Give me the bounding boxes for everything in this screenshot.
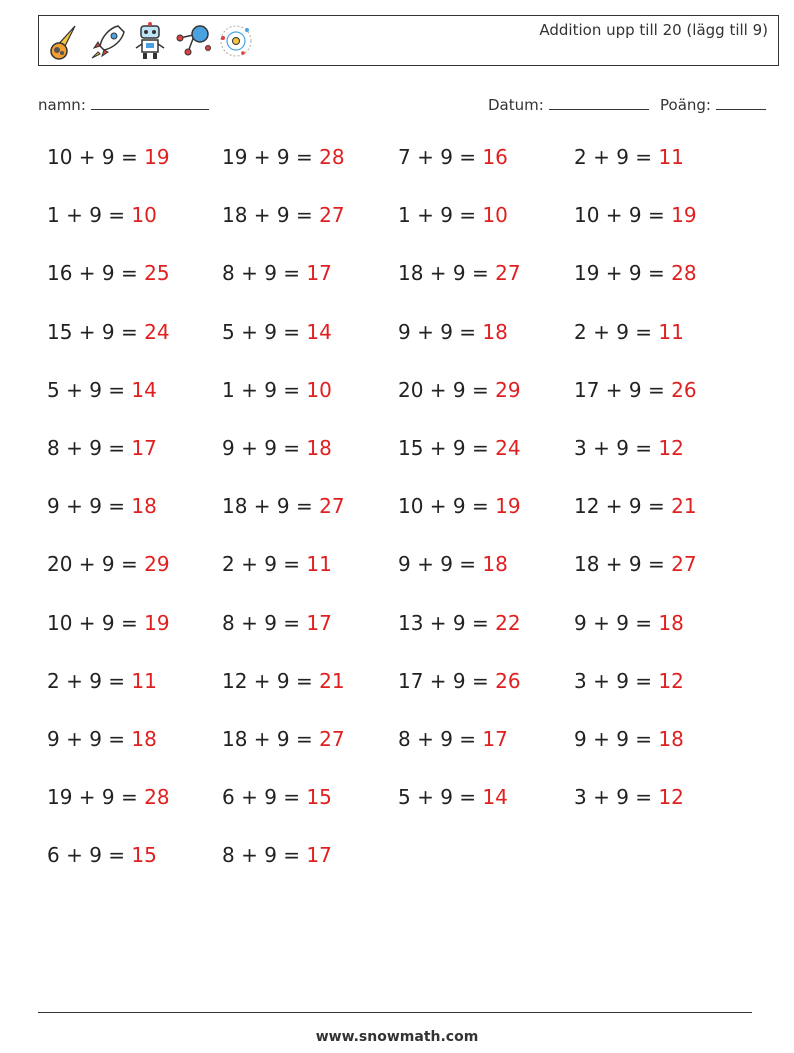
problem-item [222,727,345,751]
problem-question: 7 + 9 = [398,145,483,169]
problem-answer: 10 [131,203,157,228]
problem-question: 10 + 9 = [398,494,496,519]
problem-item [574,320,684,344]
problem-item [398,727,508,751]
problem-item [222,145,345,169]
problem-answer: 12 [658,668,684,693]
problem-question: 10 + 9 = [574,203,672,228]
problem-question: 5 + 9 = [222,319,307,344]
date-label: Datum: [488,96,544,114]
name-field[interactable] [38,95,209,114]
problem-answer: 24 [495,436,521,460]
problem-answer: 19 [144,610,170,635]
problem-answer: 19 [144,145,170,169]
problem-item [47,785,170,809]
problem-answer: 26 [495,668,521,693]
problem-answer: 27 [495,261,521,286]
problem-item [222,494,345,518]
problem-answer: 14 [131,377,157,402]
problem-question: 17 + 9 = [574,377,672,402]
problem-question: 1 + 9 = [222,377,307,402]
problem-question: 15 + 9 = [47,319,145,344]
problem-question: 8 + 9 = [222,843,307,868]
footer-divider [38,1012,752,1013]
problem-question: 9 + 9 = [222,436,307,460]
problem-question: 8 + 9 = [47,436,132,460]
problem-question: 9 + 9 = [398,319,483,344]
date-field[interactable] [488,95,649,114]
footer-url: www.snowmath.com [315,1029,479,1045]
problem-item [222,320,332,344]
problem-answer: 16 [482,145,508,169]
problem-question: 9 + 9 = [47,727,132,751]
problem-question: 2 + 9 = [222,552,307,577]
problem-item [47,611,170,635]
problem-question: 8 + 9 = [222,610,307,635]
problem-answer: 18 [658,610,684,635]
worksheet-title: Addition upp till 20 (lägg till 9) [539,21,768,39]
problem-item [47,669,157,693]
problem-question: 6 + 9 = [222,785,307,810]
problem-item [574,261,697,285]
name-label: namn: [38,96,86,114]
problem-answer: 19 [671,203,697,228]
problem-item [398,494,521,518]
problem-answer: 17 [482,727,508,751]
problem-question: 3 + 9 = [574,436,659,460]
name-line[interactable] [91,95,209,110]
problem-item [47,436,157,460]
problem-item [47,378,157,402]
comet-icon [45,20,83,62]
problem-question: 8 + 9 = [398,727,483,751]
problem-answer: 27 [319,494,345,519]
problem-question: 12 + 9 = [222,668,320,693]
problem-question: 13 + 9 = [398,610,496,635]
problem-question: 2 + 9 = [574,319,659,344]
problem-item [574,145,684,169]
problem-item [47,727,157,751]
problem-question: 18 + 9 = [222,203,320,228]
problem-answer: 12 [658,436,684,460]
problem-item [222,843,332,867]
problem-answer: 18 [482,319,508,344]
galaxy-icon [217,20,255,62]
problem-item [222,378,332,402]
problem-question: 10 + 9 = [47,145,145,169]
problem-answer: 12 [658,785,684,810]
problem-question: 19 + 9 = [574,261,672,286]
score-field[interactable] [660,95,766,114]
problem-answer: 28 [319,145,345,169]
problem-question: 20 + 9 = [47,552,145,577]
problem-answer: 11 [658,319,684,344]
problem-answer: 18 [131,727,157,751]
problem-question: 15 + 9 = [398,436,496,460]
date-line[interactable] [549,95,649,110]
problem-answer: 17 [131,436,157,460]
problem-item [398,261,521,285]
problem-question: 3 + 9 = [574,785,659,810]
problem-item [47,145,170,169]
problem-item [398,378,521,402]
problem-question: 3 + 9 = [574,668,659,693]
problem-question: 6 + 9 = [47,843,132,868]
problem-answer: 24 [144,319,170,344]
problem-item [222,203,345,227]
problem-item [574,611,684,635]
problem-item [398,436,521,460]
problem-item [222,552,332,576]
problem-question: 18 + 9 = [222,727,320,751]
problem-question: 8 + 9 = [222,261,307,286]
problem-answer: 29 [144,552,170,577]
problem-item [574,378,697,402]
problem-answer: 28 [671,261,697,286]
problem-answer: 29 [495,377,521,402]
problem-question: 19 + 9 = [47,785,145,810]
problem-item [47,320,170,344]
problem-answer: 18 [482,552,508,577]
rocket-icon [88,20,126,62]
problem-question: 17 + 9 = [398,668,496,693]
problem-question: 12 + 9 = [574,494,672,519]
problem-item [398,669,521,693]
problem-question: 1 + 9 = [398,203,483,228]
problem-question: 16 + 9 = [47,261,145,286]
problem-item [398,552,508,576]
problem-item [398,320,508,344]
problem-question: 18 + 9 = [222,494,320,519]
problem-answer: 15 [131,843,157,868]
problem-item [398,203,508,227]
problem-question: 9 + 9 = [47,494,132,519]
problem-answer: 27 [319,727,345,751]
problem-answer: 11 [131,668,157,693]
problem-answer: 17 [306,610,332,635]
problem-item [574,203,697,227]
problem-question: 19 + 9 = [222,145,320,169]
problem-answer: 18 [131,494,157,519]
problem-item [574,436,684,460]
problem-item [574,552,697,576]
problem-answer: 14 [482,785,508,810]
problem-answer: 27 [319,203,345,228]
problem-item [398,145,508,169]
satellite-icon [174,20,212,62]
problem-item [222,261,332,285]
icon-strip [45,20,255,62]
problem-question: 9 + 9 = [398,552,483,577]
problem-item [47,203,157,227]
problem-item [47,261,170,285]
problem-question: 9 + 9 = [574,727,659,751]
robot-icon [131,20,169,62]
problem-answer: 11 [658,145,684,169]
problem-question: 18 + 9 = [398,261,496,286]
problem-answer: 18 [658,727,684,751]
problem-answer: 27 [671,552,697,577]
problem-answer: 10 [306,377,332,402]
problem-item [574,727,684,751]
problem-answer: 15 [306,785,332,810]
problem-question: 9 + 9 = [574,610,659,635]
problem-question: 1 + 9 = [47,203,132,228]
problem-question: 2 + 9 = [47,668,132,693]
problem-item [574,494,697,518]
problem-answer: 11 [306,552,332,577]
problem-item [398,785,508,809]
problem-item [222,669,345,693]
problem-item [398,611,521,635]
problem-answer: 18 [306,436,332,460]
info-row [38,95,770,115]
problem-question: 10 + 9 = [47,610,145,635]
problem-answer: 14 [306,319,332,344]
problem-item [222,611,332,635]
problem-question: 5 + 9 = [47,377,132,402]
problem-item [222,785,332,809]
problem-item [574,785,684,809]
problem-question: 20 + 9 = [398,377,496,402]
score-line[interactable] [716,95,766,110]
problem-answer: 25 [144,261,170,286]
problem-answer: 21 [671,494,697,519]
problem-item [574,669,684,693]
problem-item [47,552,170,576]
header-box [38,15,779,66]
problem-answer: 28 [144,785,170,810]
score-label: Poäng: [660,96,711,114]
problem-answer: 21 [319,668,345,693]
problem-answer: 10 [482,203,508,228]
problem-question: 18 + 9 = [574,552,672,577]
problem-question: 5 + 9 = [398,785,483,810]
problem-item [47,843,157,867]
problem-answer: 19 [495,494,521,519]
problem-answer: 22 [495,610,521,635]
problem-answer: 17 [306,261,332,286]
problem-answer: 17 [306,843,332,868]
problem-question: 2 + 9 = [574,145,659,169]
problem-answer: 26 [671,377,697,402]
problem-item [222,436,332,460]
problem-item [47,494,157,518]
